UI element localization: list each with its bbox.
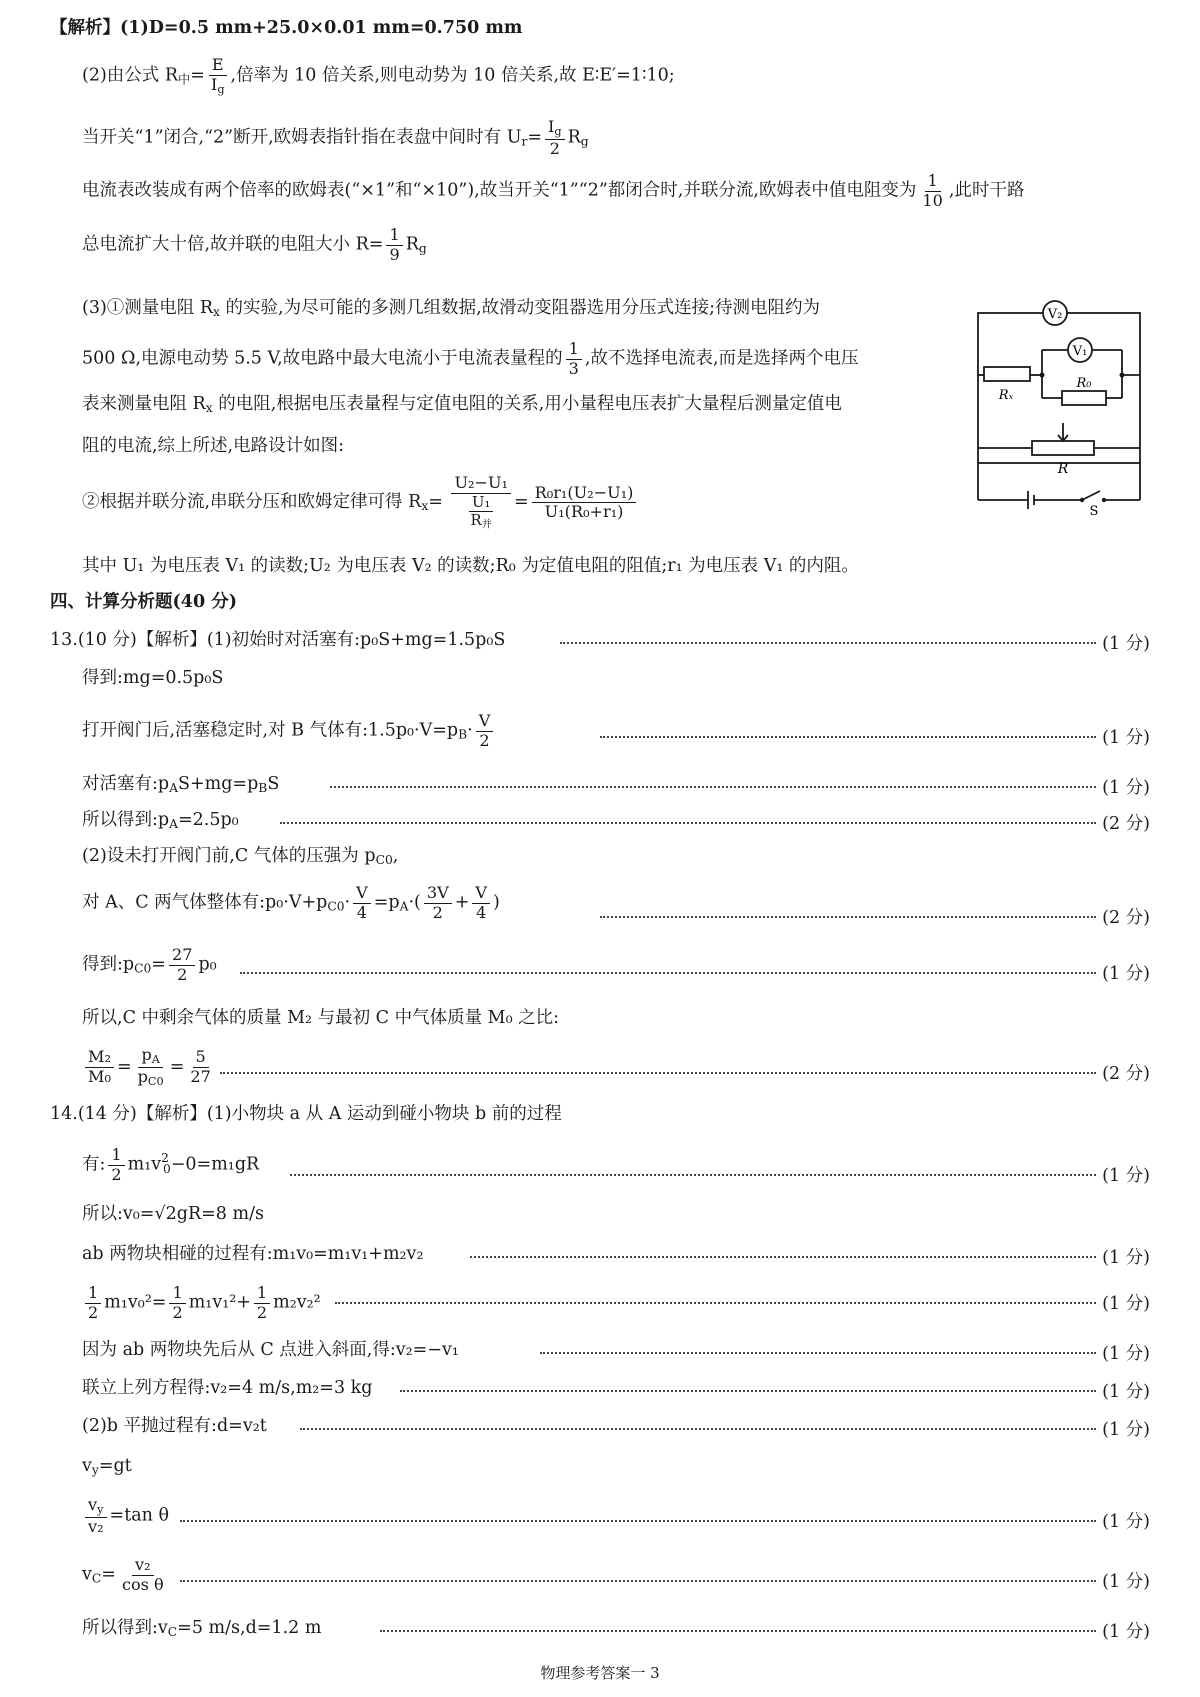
q13-step-h: 所以,C 中剩余气体的质量 M₂ 与最初 C 中气体质量 M₀ 之比: bbox=[82, 1008, 560, 1028]
q13-step-i: $\frac{\text{M₂}}{\text{M₀}}$ = $\frac{p_A}{p_{C0}}$ = $\frac{5}{27}$ bbox=[82, 1046, 217, 1089]
q13-step-d: 所以得到$:p_A=2.5p_0$ bbox=[82, 810, 239, 832]
q13-score-4: (2 分) bbox=[280, 810, 1150, 834]
q14-score-5: (1 分) bbox=[400, 1378, 1150, 1402]
fraction: $\frac{E}{I_g}$ bbox=[208, 56, 228, 96]
q14-score-7: (1 分) bbox=[180, 1508, 1150, 1532]
q14-score-3: (1 分) bbox=[335, 1290, 1150, 1314]
q13-score-3: (1 分) bbox=[330, 774, 1150, 798]
section-title: 四、计算分析题(40 分) bbox=[50, 592, 238, 612]
part3-line3: 表来测量电阻 $R_x$ 的电阻,根据电压表量程与定值电阻的关系,用小量程电压表扩大量程后测量定值电 bbox=[82, 394, 842, 416]
q14-step-e: 因为 ab 两物块先后从 C 点进入斜面,得:v₂=−v₁ bbox=[82, 1340, 459, 1360]
part2-line2: 当开关“1”闭合,“2”断开,欧姆表指针指在表盘中间时有 $U_r=$ $\frac{I_g}{2}$ $R_g$ bbox=[82, 117, 589, 158]
q14-score-2: (1 分) bbox=[470, 1244, 1150, 1268]
part3-line1: (3)①测量电阻 $R_x$ 的实验,为尽可能的多测几组数据,故滑动变阻器选用分压式连接;待测电阻约为 bbox=[82, 298, 821, 320]
label-s: S bbox=[1089, 504, 1099, 515]
q13-step-f: 对 A、C 两气体整体有$:p_0\cdot V+p_{C0}\cdot$ $\frac{V}{4}$ $=p_A\cdot$( $\frac{3V}{2}$ + $\frac{V}{4}$ ) bbox=[82, 883, 500, 922]
q14-score-1: (1 分) bbox=[290, 1162, 1150, 1186]
label-rx: Rₓ bbox=[998, 388, 1014, 403]
part3-line2: 500 Ω,电源电动势 5.5 V,故电路中最大电流小于电流表量程的 $\frac{1}{3}$ ,故不选择电流表,而是选择两个电压 bbox=[82, 339, 859, 378]
part3-notes: 其中 U₁ 为电压表 V₁ 的读数;U₂ 为电压表 V₂ 的读数;R₀ 为定值电阻的阻值;r₁ 为电压表 V₁ 的内阻。 bbox=[82, 556, 859, 576]
circuit-diagram bbox=[970, 295, 1160, 515]
q13-score-2: (1 分) bbox=[600, 724, 1150, 748]
q14-step-f: 联立上列方程得:v₂=4 m/s,m₂=3 kg bbox=[82, 1378, 373, 1398]
q14-step-i: $\frac{v_y}{\text{v₂}}$ =tan θ bbox=[82, 1496, 169, 1536]
label-r: R bbox=[1057, 461, 1069, 477]
q14-step-b: 所以:v₀=√2gR=8 m/s bbox=[82, 1204, 264, 1224]
q14-step-k: 所以得到$:v_C=5$ m/s,d=1.2 m bbox=[82, 1618, 322, 1640]
part3-line4: 阻的电流,综上所述,电路设计如图: bbox=[82, 436, 345, 456]
q14-step-a: 有: $\frac{1}{2}$ $m_1v^2_0-0=m_1gR$ bbox=[82, 1145, 260, 1184]
q13-step: 得到:mg=0.5p₀S bbox=[82, 668, 224, 688]
q14-step-d: $\frac{1}{2}$ m₁v₀²= $\frac{1}{2}$ m₁v₁²+ $\frac{1}{2}$ m₂v₂² bbox=[82, 1284, 321, 1322]
q13-score-5: (2 分) bbox=[600, 904, 1150, 928]
page-footer: 物理参考答案一 3 bbox=[540, 1664, 660, 1682]
part2-line1: (2)由公式 $R_中=$ $\frac{E}{I_g}$ ,倍率为 10 倍关系,则电动势为 10 倍关系,故 E∶E′=1∶10; bbox=[82, 55, 675, 96]
rheostat-symbol bbox=[1032, 441, 1094, 455]
label-v2: V₂ bbox=[1047, 307, 1063, 322]
q13-score-6: (1 分) bbox=[240, 960, 1150, 984]
part1-answer: 【解析】(1)D=0.5 mm+25.0×0.01 mm=0.750 mm bbox=[50, 18, 523, 38]
resistor-rx-symbol bbox=[984, 367, 1030, 381]
label-r0: R₀ bbox=[1076, 376, 1092, 391]
q13-step-b: 打开阀门后,活塞稳定时,对 B 气体有$:1.5p_0\cdot V=p_B\cdot$ $\frac{V}{2}$ bbox=[82, 712, 496, 750]
part2-line3: 电流表改装成有两个倍率的欧姆表(“×1”和“×10”),故当开关“1”“2”都闭合时,并联分流,欧姆表中值电阻变为 $\frac{1}{10}$ ,此时干路 bbox=[82, 171, 1025, 210]
label-v1: V₁ bbox=[1072, 344, 1088, 359]
q13-score-1: (1 分) bbox=[560, 630, 1150, 654]
q14-step-g: (2)b 平抛过程有:d=v₂t bbox=[82, 1416, 267, 1436]
q14-head: 14.(14 分)【解析】(1)小物块 a 从 A 运动到碰小物块 b 前的过程 bbox=[50, 1104, 562, 1124]
q14-score-6: (1 分) bbox=[300, 1416, 1150, 1440]
q14-score-4: (1 分) bbox=[540, 1340, 1150, 1364]
part2-line4: 总电流扩大十倍,故并联的电阻大小 R= $\frac{1}{9}$ $R_g$ bbox=[82, 225, 427, 264]
q13-step-e: (2)设未打开阀门前,C 气体的压强为 $p_{C0}$, bbox=[82, 846, 399, 868]
q13-head: 13.(10 分)【解析】(1)初始时对活塞有:p₀S+mg=1.5p₀S bbox=[50, 630, 506, 650]
resistor-r0-symbol bbox=[1062, 391, 1106, 405]
part3-formula: ②根据并联分流,串联分压和欧姆定律可得 $R_x=$ $\frac{\text{U₂−U₁}}{\frac{\text{U₁}}{R_并}}$ = $\frac{\text{R₀r₁(U₂−U₁)}}{\text{U₁(R₀+r₁)}}$ bbox=[82, 474, 639, 531]
q14-score-9: (1 分) bbox=[380, 1618, 1150, 1642]
q14-step-j: $v_C=$ $\frac{\text{v₂}}{\text{cos θ}}$ bbox=[82, 1555, 164, 1594]
q13-score-7: (2 分) bbox=[220, 1060, 1150, 1084]
q14-step-c: ab 两物块相碰的过程有:m₁v₀=m₁v₁+m₂v₂ bbox=[82, 1244, 424, 1264]
q13-step-g: 得到$:p_{C0}=$ $\frac{27}{2}$ p₀ bbox=[82, 945, 217, 984]
q14-step-h: $v_y=gt$ bbox=[82, 1456, 132, 1478]
q13-step-c: 对活塞有$:p_AS+mg=p_BS$ bbox=[82, 774, 280, 796]
q14-score-8: (1 分) bbox=[180, 1568, 1150, 1592]
